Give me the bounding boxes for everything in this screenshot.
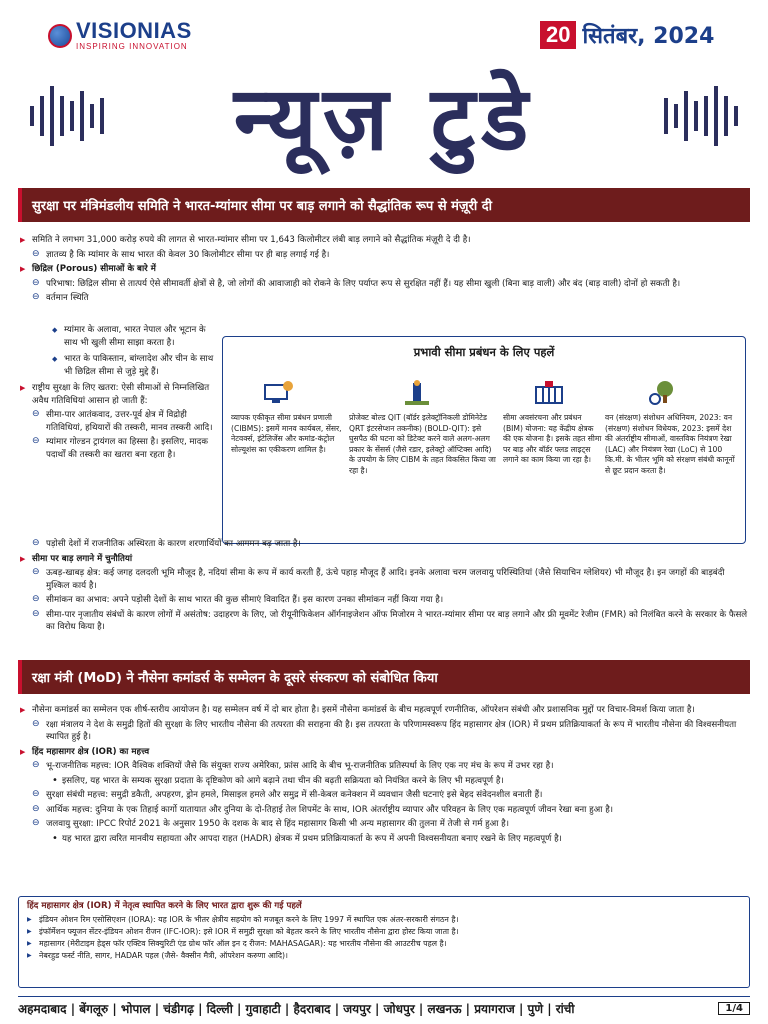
initiative-bim: सीमा अवसंरचना और प्रबंधन (BIM) योजना: यह केंद्रीय क्षेत्रक की एक योजना है। इसके तहत सीमा पर बाड़ और बॉर्डर फ्लड लाइट्स लगाने का काम किया जा रहा है।	[503, 413, 602, 464]
article2-body	[18, 702, 750, 845]
page-number: 1/4	[718, 1002, 750, 1015]
list-item: ▶ समिति ने लगभग 31,000 करोड़ रुपये की लागत से भारत-म्यांमार सीमा पर 1,643 किलोमीटर लंबी बाड़ लगाने को सैद्धांतिक मंज़ूरी दे दी है।	[18, 234, 750, 247]
list-item: ⊖ पड़ोसी देशों में राजनीतिक अस्थिरता के कारण शरणार्थियों का आगमन बढ़ जाता है।	[18, 538, 750, 551]
list-item: ⊖ भू-राजनीतिक महत्त्व: IOR वैश्विक शक्तियों जैसे कि संयुक्त राज्य अमेरिका, फ्रांस आदि के बीच भू-राजनीतिक प्रतिस्पर्धा के लिए एक नए मंच के रूप में उभर रहा है।	[18, 760, 750, 773]
logo-tagline: INSPIRING INNOVATION	[76, 42, 188, 51]
list-item: ⊖ सीमांकन का अभाव: अपने पड़ोसी देशों के साथ भारत की कुछ सीमाएं विवादित हैं। इस कारण उनका सीमांकन नहीं किया गया है।	[18, 594, 750, 607]
initiative-forest-act: वन (संरक्षण) संशोधन अधिनियम, 2023: वन (संरक्षण) संशोधन विधेयक, 2023: इसमें देश की अंतर्राष्ट्रीय सीमाओं, वास्तविक नियंत्रण रेखा (LAC) और नियंत्रण रेखा (LoC) से 100 कि.मी. के भीतर भूमि को संरक्षण संबंधी कानूनों से छूट प्रदान करता है।	[605, 413, 735, 475]
list-item: ▶ हिंद महासागर क्षेत्र (IOR) का महत्त्व	[18, 746, 750, 759]
surveillance-tower-icon	[401, 379, 433, 407]
infobox-title: प्रभावी सीमा प्रबंधन के लिए पहलें	[413, 345, 555, 359]
forest-tree-icon	[647, 379, 679, 407]
initiative-cibms: व्यापक एकीकृत सीमा प्रबंधन प्रणाली (CIBMS): इसमें मानव कार्यबल, सेंसर, नेटवर्क्स, इंटेलिजेंस और कमांड-कंट्रोल सोल्यूशंस का एकीकरण शामिल है।	[231, 413, 342, 454]
list-item: ⊖ ज्ञातव्य है कि म्यांमार के साथ भारत की केवल 30 किलोमीटर सीमा पर ही बाड़ लगाई गई है।	[18, 249, 750, 262]
globe-icon	[48, 24, 72, 48]
page-footer	[18, 996, 750, 1020]
issue-date	[540, 20, 714, 50]
date-month-year: सितंबर, 2024	[582, 24, 715, 49]
list-item: ▶ सीमा पर बाड़ लगाने में चुनौतियां	[18, 553, 750, 566]
list-item: ⊖ जलवायु सुरक्षा: IPCC रिपोर्ट 2021 के अनुसार 1950 के दशक के बाद से हिंद महासागर किसी भी अन्य महासागर की तुलना में तेजी से गर्म हुआ है।	[18, 818, 750, 831]
list-item: ▶ महासागर (मेरीटाइम हेड्स फॉर एक्टिव सिक्युरिटी एंड ग्रोथ फॉर ऑल इन द रीजन: MAHASAGAR): यह भारतीय नौसेना की आउटरीच पहल है।	[27, 938, 741, 949]
list-item: ▶ इंफॉर्मेशन फ्यूजन सेंटर-इंडियन ओशन रीजन (IFC-IOR): इसे IOR में समुद्री सुरक्षा को बेहतर करने के लिए भारतीय नौसेना द्वारा होस्ट किया जाता है।	[27, 926, 741, 937]
ior-initiatives-box	[18, 896, 750, 988]
list-item: ⊖ परिभाषा: छिद्रिल सीमा से तात्पर्य ऐसे सीमावर्ती क्षेत्रों से है, जो लोगों की आवाजाही को रोकने के लिए पर्याप्त रूप से सुरक्षित नहीं हैं। यह सीमा खुली (बिना बाड़ वाली) और बंद (बाड़ वाली) दोनों हो सकती है।	[18, 278, 750, 291]
logo-name: VISIONIAS	[76, 18, 192, 43]
list-item: • इसलिए, यह भारत के सम्यक सुरक्षा प्रदाता के दृष्टिकोण को आगे बढ़ाने तथा चीन की बढ़ती सक्रियता को नियंत्रित करने के लिए भी महत्वपूर्ण है।	[18, 775, 750, 788]
border-fence-icon	[533, 379, 565, 407]
list-item: ⊖ रक्षा मंत्रालय ने देश के समुद्री हितों की सुरक्षा के लिए भारतीय नौसेना की तत्परता की सराहना की है। इस तत्परता के परिणामस्वरूप हिंद महासागर क्षेत्र (IOR) में प्रथम प्रतिक्रियाकर्ता के रूप में भारतीय नौसेना की विश्वसनीयता स्थापित हुई है।	[18, 719, 750, 744]
bottombox-title: हिंद महासागर क्षेत्र (IOR) में नेतृत्व स्थापित करने के लिए भारत द्वारा शुरू की गई पहलें	[27, 901, 302, 911]
initiative-bold-qit: प्रोजेक्ट बोल्ड QIT (बॉर्डर इलेक्ट्रॉनिकली डोमिनेटेड QRT इंटरसेप्शन तकनीक) (BOLD-QIT): इसे घुसपैठ की घटना को डिटेक्ट करने वाले अलग-अलग प्रकार के सेंसर्स (जैसे रडार, इलेक्ट्रो ऑप्टिक्स आदि) के उपयोग के लिए CIBM के तहत विकसित किया जा रहा है।	[349, 413, 496, 475]
list-item: ◆ भारत के पाकिस्तान, बांग्लादेश और चीन के साथ भी छिद्रिल सीमा से जुड़े मुद्दे हैं।	[18, 353, 218, 378]
list-item: • यह भारत द्वारा त्वरित मानवीय सहायता और आपदा राहत (HADR) क्षेत्रक में प्रथम प्रतिक्रियाकर्ता के रूप में अपनी विश्वसनीयता बनाए रखने के लिए महत्वपूर्ण है।	[18, 833, 750, 846]
masthead	[0, 56, 768, 176]
logo	[48, 20, 192, 51]
border-initiatives-box	[222, 336, 746, 544]
monitor-network-icon	[263, 379, 295, 407]
list-item: ⊖ सुरक्षा संबंधी महत्त्व: समुद्री डकैती, अपहरण, ड्रोन हमले, मिसाइल हमले और समुद्र में सी-केबल कनेक्शन में व्यवधान जैसी घटनाएं इसे बेहद संवेदनशील बनाती हैं।	[18, 789, 750, 802]
list-item: ▶ इंडियन ओशन रिम एसोसिएशन (IORA): यह IOR के भीतर क्षेत्रीय सहयोग को मजबूत करने के लिए 1997 में स्थापित एक अंतर-सरकारी संगठन है।	[27, 914, 741, 925]
article2-title: रक्षा मंत्री (MoD) ने नौसेना कमांडर्स के सम्मेलन के दूसरे संस्करण को संबोधित किया	[18, 660, 750, 694]
list-item: ⊖ सीमा-पार नृजातीय संबंधों के कारण लोगों में असंतोष: उदाहरण के लिए, जो रीयूनीफिकेशन ऑर्गनाइजेशन ऑफ मिजोरम ने भारत-म्यांमार सीमा पर बाड़ लगाने और फ्री मूवमेंट रेजीम (FMR) को निलंबित करने के सरकार के फैसले का विरोध किया है।	[18, 609, 750, 634]
list-item: ⊖ ऊबड़-खाबड़ क्षेत्र: कई जगह दलदली भूमि मौजूद है, नदियां सीमा के रूप में कार्य करती हैं, ऊंचे पहाड़ मौजूद हैं आदि। इनके अलावा चरम जलवायु परिस्थितियां (जैसे सियाचिन ग्लेशियर) भी मौजूद है। इन जगहों की बाड़बंदी मुश्किल कार्य है।	[18, 567, 750, 592]
date-day: 20	[540, 21, 576, 49]
page-header	[0, 0, 768, 185]
article1-title: सुरक्षा पर मंत्रिमंडलीय समिति ने भारत-म्यांमार सीमा पर बाड़ लगाने को सैद्धांतिक रूप से मंज़ूरी दी	[18, 188, 750, 222]
list-item: ▶ राष्ट्रीय सुरक्षा के लिए खतरा: ऐसी सीमाओं से निम्नलिखित अवैध गतिविधियां आसान हो जाती हैं:	[18, 382, 218, 407]
list-item: ⊖ सीमा-पार आतंकवाद, उत्तर-पूर्व क्षेत्र में विद्रोही गतिविधियां, हथियारों की तस्करी, मानव तस्करी आदि।	[18, 409, 218, 434]
list-item: ⊖ म्यांमार गोल्डन ट्रायंगल का हिस्सा है। इसलिए, मादक पदार्थों की तस्करी का खतरा बना रहता है।	[18, 436, 218, 461]
article1-body-left	[18, 322, 218, 461]
list-item: ▶ छिद्रिल (Porous) सीमाओं के बारे में	[18, 263, 750, 276]
list-item: ▶ नेबरहुड फर्स्ट नीति, सागर, HADAR पहल (जैसे- वैक्सीन मैत्री, ऑपरेशन करुणा आदि)।	[27, 950, 741, 961]
article1-body-bottom	[18, 536, 750, 634]
list-item: ⊖ आर्थिक महत्त्व: दुनिया के एक तिहाई कार्गो यातायात और दुनिया के दो-तिहाई तेल शिपमेंट के साथ, IOR अंतर्राष्ट्रीय व्यापार और परिवहन के लिए एक महत्वपूर्ण जीवन रेखा बना हुआ है।	[18, 804, 750, 817]
footer-cities: अहमदाबाद | बेंगलूरु | भोपाल | चंडीगढ़ | दिल्ली | गुवाहाटी | हैदराबाद | जयपुर | जोधपुर | लखनऊ | प्रयागराज | पुणे | रांची	[18, 1002, 575, 1016]
masthead-title: न्यूज़ टुडे	[233, 67, 535, 170]
list-item: ▶ नौसेना कमांडर्स का सम्मेलन एक शीर्ष-स्तरीय आयोजन है। यह सम्मेलन वर्ष में दो बार होता है। इसमें नौसेना कमांडर्स के बीच महत्वपूर्ण रणनीतिक, ऑपरेशन संबंधी और प्रशासनिक मुद्दों पर विचार-विमर्श किया जाता है।	[18, 704, 750, 717]
list-item: ◆ म्यांमार के अलावा, भारत नेपाल और भूटान के साथ भी खुली सीमा साझा करता है।	[18, 324, 218, 349]
article1-body-top	[18, 232, 750, 305]
list-item: ⊖ वर्तमान स्थिति	[18, 292, 750, 305]
